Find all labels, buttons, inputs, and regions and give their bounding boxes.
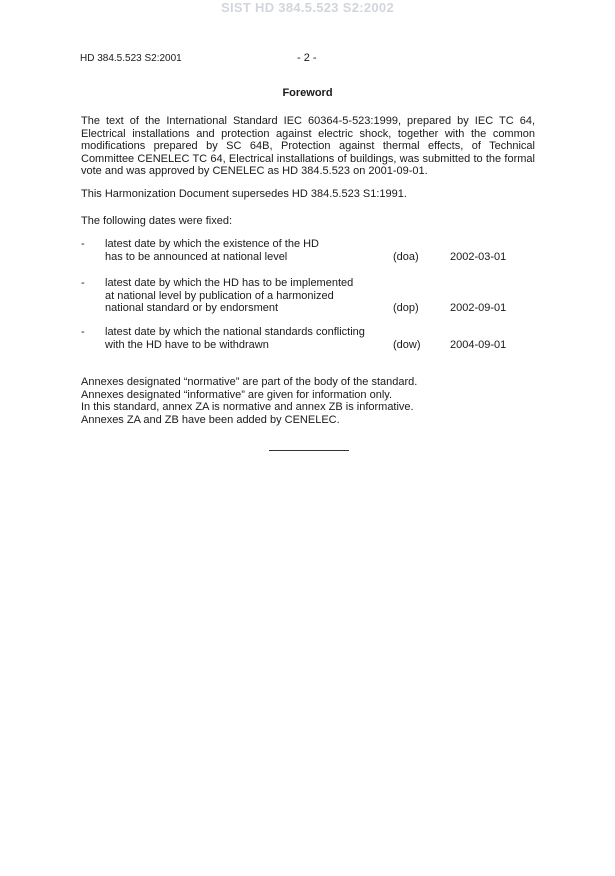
list-bullet: - bbox=[81, 238, 85, 250]
date-description bbox=[105, 326, 395, 351]
date-description bbox=[105, 238, 395, 263]
date-value: 2004-09-01 bbox=[450, 339, 507, 351]
date-description bbox=[105, 277, 395, 315]
annex-note: Annexes designated “informative” are given for information only. bbox=[81, 388, 393, 401]
watermark: SIST HD 384.5.523 S2:2002 bbox=[221, 0, 394, 15]
date-code: (doa) bbox=[393, 251, 419, 263]
date-value: 2002-09-01 bbox=[450, 302, 507, 314]
supersedes-paragraph: This Harmonization Document supersedes HD 384.5.523 S1:1991. bbox=[81, 188, 407, 200]
foreword-paragraph: The text of the International Standard IEC 60364-5-523:1999, prepared by IEC TC 64, Electrical installations and protection against electric shock, together with the common modifications prepared by SC 64B, Protection against thermal effects, of Technical Committee CENELEC TC 64, Electrical installations of buildings, was submitted to the formal vote and was approved by CENELEC as HD 384.5.523 on 2001-09-01. bbox=[81, 115, 535, 178]
annex-note: In this standard, annex ZA is normative and annex ZB is informative. bbox=[81, 401, 414, 414]
description-line: latest date by which the existence of the HD bbox=[105, 238, 320, 250]
annex-note: Annexes ZA and ZB have been added by CENELEC. bbox=[81, 413, 340, 426]
description-line: at national level by publication of a harmonized bbox=[105, 289, 334, 302]
dates-intro: The following dates were fixed: bbox=[81, 215, 233, 227]
annex-note: Annexes designated “normative” are part of the body of the standard. bbox=[81, 376, 418, 388]
section-title: Foreword bbox=[282, 87, 333, 99]
list-bullet: - bbox=[81, 277, 85, 289]
description-line: latest date by which the HD has to be implemented bbox=[105, 277, 354, 289]
document-id: HD 384.5.523 S2:2001 bbox=[80, 53, 182, 64]
date-value: 2002-03-01 bbox=[450, 251, 507, 263]
list-bullet: - bbox=[81, 326, 85, 338]
description-line: has to be announced at national level bbox=[105, 250, 288, 263]
description-line: latest date by which the national standards conflicting bbox=[105, 326, 365, 338]
date-code: (dow) bbox=[393, 339, 421, 351]
description-line: with the HD have to be withdrawn bbox=[105, 338, 269, 351]
description-line: national standard or by endorsment bbox=[105, 302, 279, 315]
date-code: (dop) bbox=[393, 302, 419, 314]
end-rule bbox=[269, 450, 349, 451]
page-number: - 2 - bbox=[297, 52, 317, 64]
annex-notes bbox=[81, 376, 541, 426]
